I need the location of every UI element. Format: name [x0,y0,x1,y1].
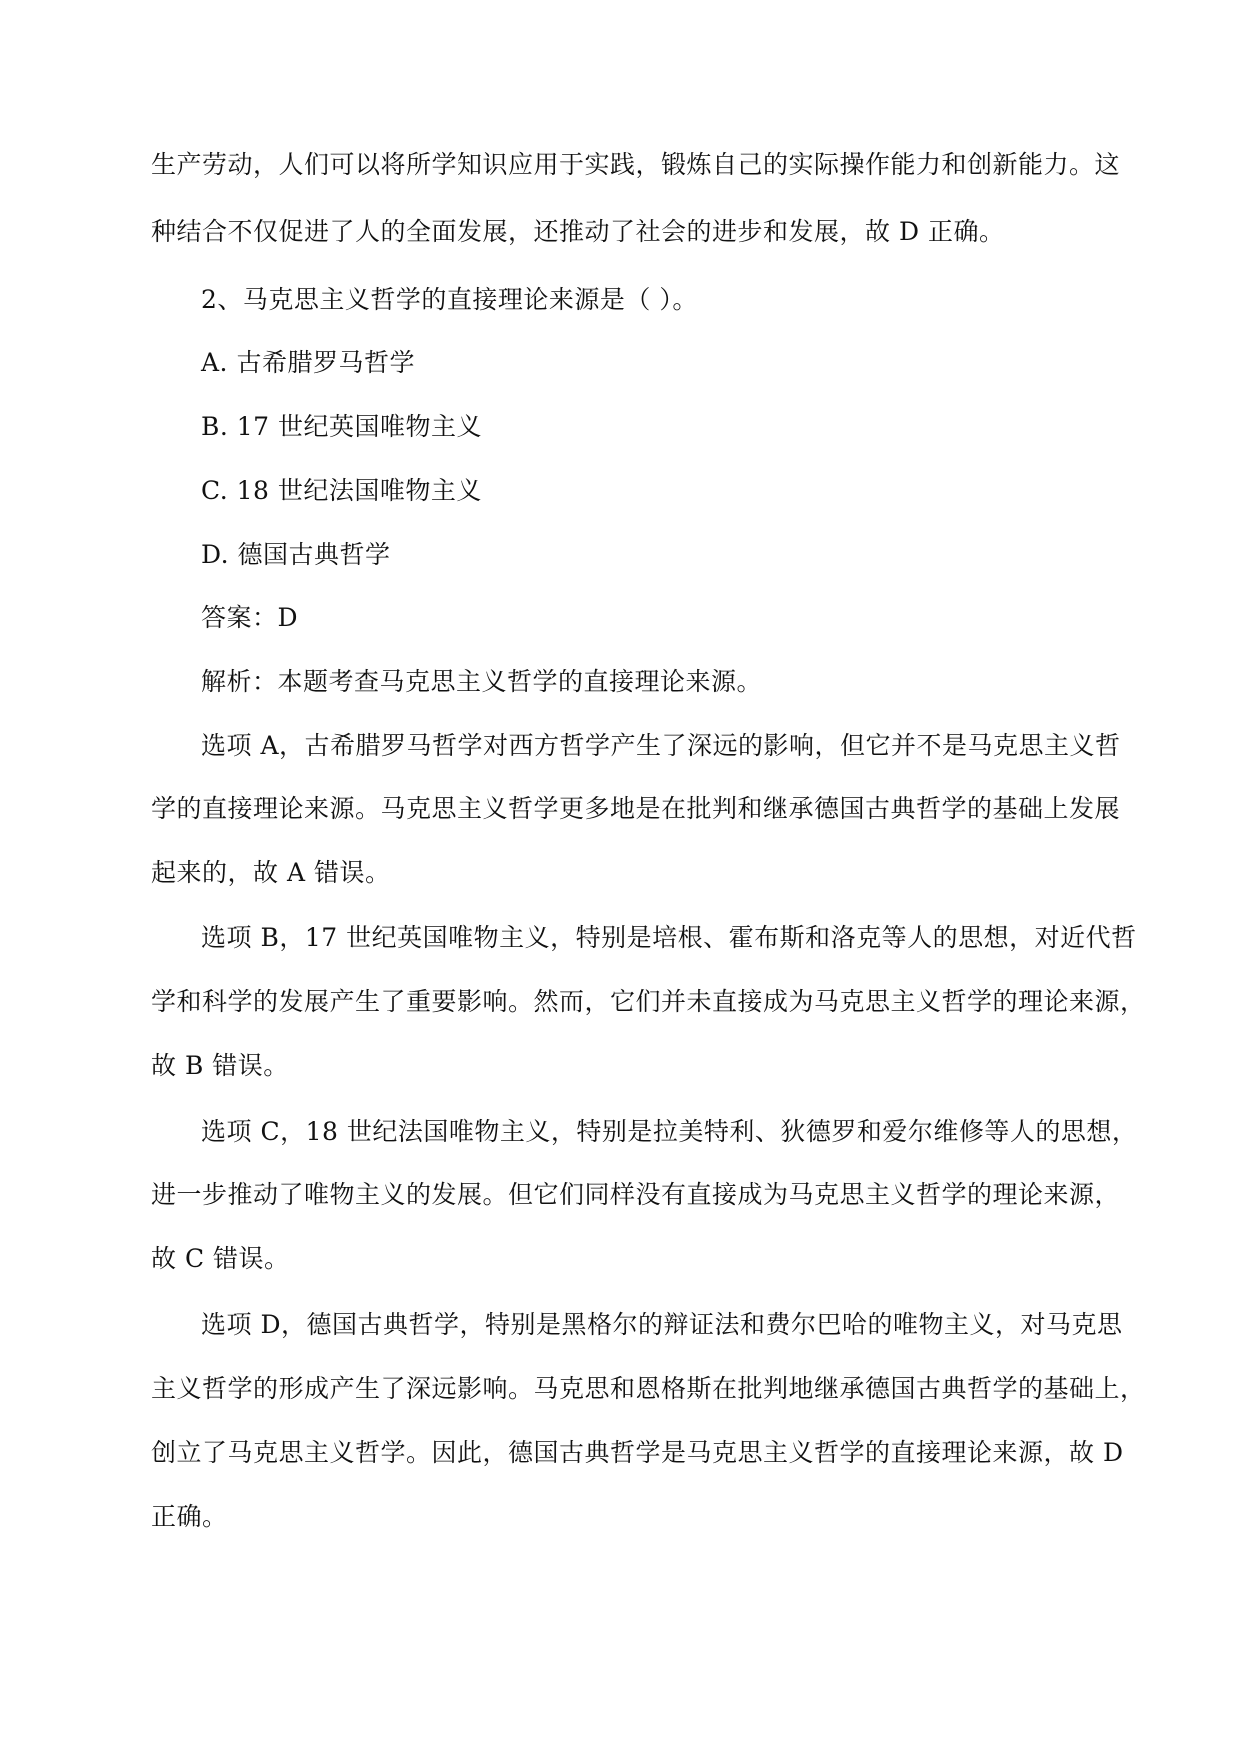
paragraph-line: 生产劳动，人们可以将所学知识应用于实践，锻炼自己的实际操作能力和创新能力。这 [151,150,1121,179]
question-stem: 2、马克思主义哲学的直接理论来源是（ ）。 [201,285,698,314]
answer: 答案：D [201,603,299,632]
option-d: D. 德国古典哲学 [201,540,391,569]
paragraph-line: 学和科学的发展产生了重要影响。然而，它们并未直接成为马克思主义哲学的理论来源， [151,987,1146,1016]
paragraph-line: 选项 C，18 世纪法国唯物主义，特别是拉美特利、狄德罗和爱尔维修等人的思想， [201,1117,1138,1146]
paragraph-line: 进一步推动了唯物主义的发展。但它们同样没有直接成为马克思主义哲学的理论来源， [151,1180,1121,1209]
analysis-heading: 解析：本题考查马克思主义哲学的直接理论来源。 [201,667,763,696]
paragraph-line: 故 B 错误。 [151,1051,289,1080]
paragraph-line: 学的直接理论来源。马克思主义哲学更多地是在批判和继承德国古典哲学的基础上发展 [151,794,1121,823]
option-b: B. 17 世纪英国唯物主义 [201,412,483,441]
option-c: C. 18 世纪法国唯物主义 [201,476,482,505]
paragraph-line: 正确。 [151,1502,228,1531]
paragraph-line: 故 C 错误。 [151,1244,290,1273]
paragraph-line: 创立了马克思主义哲学。因此，德国古典哲学是马克思主义哲学的直接理论来源，故 D [151,1438,1124,1467]
paragraph-line: 选项 D，德国古典哲学，特别是黑格尔的辩证法和费尔巴哈的唯物主义，对马克思 [201,1310,1123,1339]
paragraph-line: 选项 A，古希腊罗马哲学对西方哲学产生了深远的影响，但它并不是马克思主义哲 [201,731,1121,760]
paragraph-line: 种结合不仅促进了人的全面发展，还推动了社会的进步和发展，故 D 正确。 [151,217,1005,246]
paragraph-line: 主义哲学的形成产生了深远影响。马克思和恩格斯在批判地继承德国古典哲学的基础上， [151,1374,1146,1403]
paragraph-line: 起来的，故 A 错误。 [151,858,391,887]
paragraph-line: 选项 B，17 世纪英国唯物主义，特别是培根、霍布斯和洛克等人的思想，对近代哲 [201,923,1137,952]
option-a: A. 古希腊罗马哲学 [201,348,415,377]
